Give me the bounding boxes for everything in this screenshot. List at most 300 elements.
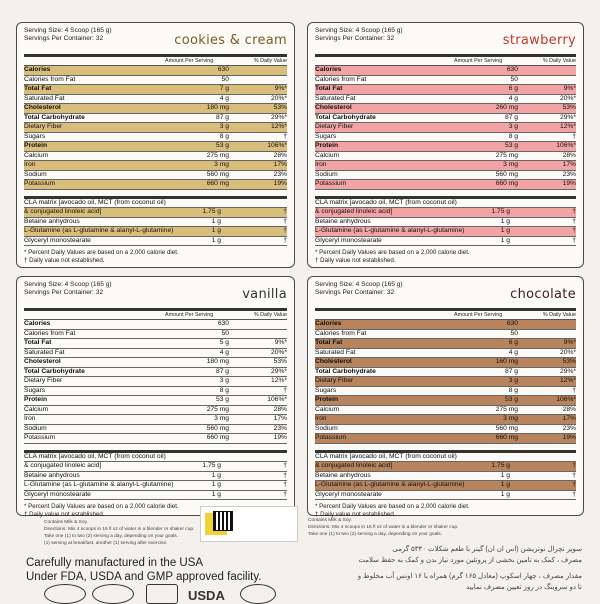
nutrient-row — [315, 406, 576, 416]
nutrient-amount: 630 — [506, 320, 518, 327]
nutrient-name: Sugars — [24, 132, 46, 140]
nutrient-name: Calcium — [24, 151, 49, 159]
nutrient-amount: 560 mg — [206, 170, 229, 178]
nutrient-amount: 3 mg — [214, 161, 229, 168]
nutrient-daily-value: 20%* — [560, 94, 576, 102]
nutrient-daily-value: 23% — [562, 424, 576, 432]
supplement-name: L-Glutamine (as L-glutamine & alanyl-L-glutamine) — [315, 481, 464, 488]
nutrient-name: Cholesterol — [24, 104, 61, 111]
cla-section — [24, 196, 287, 247]
nutrient-name: Calories — [24, 66, 51, 73]
supplement-name: & conjugated linoleic acid] — [24, 462, 102, 469]
persian-line-3: مقدار مصرف ، چهار اسکوپ (معادل ۱۶۵ گرم) همراه با ۱۶ اونس آب مخلوط و — [357, 573, 582, 580]
supplement-name: L-Glutamine (as L-glutamine & alanyl-L-glutamine) — [24, 481, 174, 488]
serving-size: Serving Size: 4 Scoop (165 g) — [315, 27, 403, 34]
nutrient-name: Protein — [24, 142, 48, 149]
supplement-row — [315, 227, 576, 237]
panel-chocolate — [307, 276, 584, 516]
footnote-not-established: † Daily value not established. — [24, 511, 105, 518]
nutrient-row — [315, 142, 576, 152]
serving-size: Serving Size: 4 Scoop (165 g) — [24, 281, 112, 288]
nutrient-amount: 4 g — [508, 94, 518, 102]
nutrient-name: Calories from Fat — [315, 75, 367, 83]
nutrient-name: Cholesterol — [315, 104, 352, 111]
nutrient-row — [24, 406, 287, 416]
nutrient-row — [315, 180, 576, 190]
seal-logo-2-icon — [92, 584, 134, 604]
nutrient-row — [315, 161, 576, 171]
supplement-daily-value: † — [283, 462, 287, 469]
nutrient-name: Saturated Fat — [24, 348, 65, 356]
nutrient-amount: 4 g — [219, 94, 229, 102]
nutrient-row — [24, 425, 287, 435]
nutrient-daily-value: 53% — [562, 104, 576, 111]
nutrient-daily-value: 29%* — [560, 113, 576, 121]
nutrient-amount: 8 g — [508, 386, 518, 394]
nutrient-row — [315, 349, 576, 359]
nutrient-daily-value: 29%* — [271, 113, 287, 121]
nutrient-amount: 3 mg — [503, 161, 518, 168]
supplement-row — [315, 218, 576, 228]
nutrient-name: Total Carbohydrate — [315, 367, 376, 375]
nutrient-daily-value: 19% — [562, 434, 576, 441]
amount-header: Amount Per Serving — [454, 312, 503, 318]
supplement-amount: 1 g — [500, 481, 510, 488]
nutrient-daily-value: 28% — [562, 405, 576, 413]
nutrient-amount: 8 g — [219, 132, 229, 140]
nutrient-amount: 87 g — [504, 367, 518, 375]
nutrient-name: Dietary Fiber — [315, 377, 354, 384]
amount-header: Amount Per Serving — [165, 58, 214, 64]
nutrient-amount: 160 mg — [495, 358, 518, 365]
panel-cookies-cream — [16, 22, 295, 268]
supplement-daily-value: † — [283, 481, 287, 488]
supplement-amount: 1 g — [500, 217, 510, 225]
nutrient-row — [24, 349, 287, 359]
daily-value-header: % Daily Value — [253, 58, 287, 64]
nutrient-daily-value: 28% — [273, 405, 287, 413]
nutrient-row — [24, 387, 287, 397]
nutrient-daily-value: 12%* — [560, 123, 576, 130]
nutrient-row — [24, 368, 287, 378]
nutrient-amount: 50 — [221, 329, 229, 337]
supplement-amount: 1 g — [211, 490, 221, 498]
nutrient-row — [315, 377, 576, 387]
supplement-amount: 1 g — [211, 471, 221, 479]
supplement-daily-value: † — [572, 471, 576, 479]
nutrient-amount: 4 g — [508, 348, 518, 356]
contains-right: Contains Milk & Soy. — [308, 518, 352, 523]
directions-left-2: Take one (1) to two (2) serving a day, depending on your goals. — [44, 534, 179, 539]
nutrient-row — [315, 425, 576, 435]
nutrient-daily-value: 12%* — [271, 123, 287, 130]
nutrient-daily-value: 9%* — [274, 85, 287, 92]
nutrient-row — [24, 330, 287, 340]
supplement-name: CLA matrix [avocado oil, MCT (from coconut oil) — [24, 198, 166, 206]
panel-vanilla — [16, 276, 295, 516]
supplement-daily-value: † — [572, 227, 576, 234]
supplement-row — [24, 218, 287, 228]
nutrient-amount: 560 mg — [495, 170, 518, 178]
supplement-daily-value: † — [283, 227, 287, 234]
footnotes — [315, 503, 576, 519]
nutrient-name: Protein — [24, 396, 48, 403]
nutrient-daily-value: 9%* — [563, 85, 576, 92]
panel-header — [24, 27, 287, 53]
nutrient-name: Protein — [315, 142, 339, 149]
qr-code-icon — [213, 511, 233, 531]
nutrient-daily-value: 53% — [562, 358, 576, 365]
nutrient-amount: 260 mg — [495, 104, 518, 111]
nutrient-daily-value: 17% — [273, 415, 287, 422]
nutrient-daily-value: 106%* — [556, 142, 576, 149]
supplement-daily-value: † — [283, 471, 287, 479]
nutrient-amount: 630 — [506, 66, 518, 73]
nutrient-row — [24, 95, 287, 105]
footnotes — [24, 249, 287, 265]
nutrient-name: Cholesterol — [315, 358, 352, 365]
nutrient-row — [315, 152, 576, 162]
nutrient-name: Sugars — [315, 132, 337, 140]
nutrient-amount: 275 mg — [206, 151, 229, 159]
nutrient-amount: 275 mg — [495, 405, 518, 413]
supplement-amount: 1.75 g — [202, 208, 221, 215]
servings-per-container: Servings Per Container: 32 — [24, 289, 104, 296]
nutrient-amount: 660 mg — [206, 434, 229, 441]
supplement-amount: 1 g — [211, 481, 221, 488]
supplement-row — [24, 208, 287, 218]
nutrient-name: Total Fat — [315, 85, 343, 92]
nutrient-daily-value: 19% — [273, 180, 287, 187]
supplement-name: Betaine anhydrous — [24, 217, 80, 225]
nutrient-amount: 180 mg — [206, 104, 229, 111]
nutrient-amount: 4 g — [219, 348, 229, 356]
nutrient-daily-value: 53% — [273, 104, 287, 111]
supplement-amount: 1 g — [211, 217, 221, 225]
nutrient-row — [315, 133, 576, 143]
nutrient-name: Dietary Fiber — [24, 123, 63, 130]
footnote-daily-values: * Percent Daily Values are based on a 2,000 calorie diet. — [24, 503, 179, 510]
footnotes — [315, 249, 576, 265]
nutrient-row — [315, 339, 576, 349]
nutrient-name: Saturated Fat — [24, 94, 65, 102]
nutrient-row — [24, 114, 287, 124]
nutrient-daily-value: 23% — [273, 170, 287, 178]
panel-header — [24, 281, 287, 307]
servings-per-container: Servings Per Container: 32 — [315, 35, 395, 42]
supplement-name: & conjugated linoleic acid] — [315, 208, 393, 215]
nutrient-row — [315, 396, 576, 406]
nutrient-amount: 660 mg — [206, 180, 229, 187]
nutrient-daily-value: 106%* — [267, 396, 287, 403]
nutrient-row — [24, 180, 287, 190]
nutrient-name: Total Fat — [315, 339, 343, 346]
nutrient-row — [24, 396, 287, 406]
nutrient-daily-value: 28% — [273, 151, 287, 159]
nutrient-amount: 3 g — [219, 123, 229, 130]
nutrient-row — [315, 95, 576, 105]
daily-value-header: % Daily Value — [253, 312, 287, 318]
supplement-amount: 1.75 g — [202, 462, 221, 469]
supplement-name: CLA matrix [avocado oil, MCT (from coconut oil) — [315, 452, 457, 460]
nutrient-daily-value: 23% — [562, 170, 576, 178]
nutrient-amount: 6 g — [508, 85, 518, 92]
cla-section — [315, 450, 576, 501]
nutrient-name: Sodium — [24, 424, 47, 432]
nutrient-amount: 3 mg — [503, 415, 518, 422]
nutrient-daily-value: 9%* — [563, 339, 576, 346]
fda-logo-icon — [146, 584, 178, 604]
footnote-not-established: † Daily value not established. — [315, 511, 396, 518]
nutrient-row — [315, 320, 576, 330]
nutrient-amount: 5 g — [219, 339, 229, 346]
care-line-2: Under FDA, USDA and GMP approved facility. — [26, 571, 262, 583]
nutrient-name: Sodium — [315, 170, 338, 178]
supplement-row — [24, 481, 287, 491]
nutrient-name: Iron — [315, 415, 327, 422]
nutrient-name: Dietary Fiber — [24, 377, 63, 384]
directions-left: Directions: Mix 4 scoops in 16 fl oz of water in a blender or shaker cup. — [44, 527, 195, 532]
nutrient-daily-value: 29%* — [560, 367, 576, 375]
persian-line-2: مصرف ، کمک به تامین بخشی از پروتئین مورد نیاز بدن و کمک به حفظ سلامت — [358, 557, 582, 564]
nutrient-amount: 53 g — [215, 396, 229, 403]
serving-size: Serving Size: 4 Scoop (165 g) — [24, 27, 112, 34]
supplement-name: Glyceryl monostearate — [315, 236, 382, 244]
nutrient-row — [315, 387, 576, 397]
nutrient-amount: 87 g — [215, 367, 229, 375]
supplement-daily-value: † — [283, 236, 287, 244]
supplement-row — [24, 237, 287, 247]
nutrient-daily-value: 12%* — [271, 377, 287, 384]
nutrient-daily-value: 12%* — [560, 377, 576, 384]
nutrient-amount: 3 mg — [214, 415, 229, 422]
nutrient-amount: 275 mg — [495, 151, 518, 159]
nutrient-name: Total Fat — [24, 339, 52, 346]
supplement-row — [315, 237, 576, 247]
nutrient-daily-value: 9%* — [274, 339, 287, 346]
nutrient-row — [24, 434, 287, 444]
nutrient-name: Total Fat — [24, 85, 52, 92]
panel-header — [315, 27, 576, 53]
supplement-row — [24, 491, 287, 501]
supplement-name: Betaine anhydrous — [315, 217, 371, 225]
usda-logo: USDA — [188, 588, 225, 603]
footnote-daily-values: * Percent Daily Values are based on a 2,000 calorie diet. — [315, 503, 470, 510]
nutrient-row — [24, 161, 287, 171]
supplement-amount: 1 g — [500, 227, 510, 234]
nutrient-row — [315, 415, 576, 425]
flavor-name: strawberry — [502, 33, 576, 48]
supplement-name: Glyceryl monostearate — [315, 490, 382, 498]
nutrient-amount: 87 g — [504, 113, 518, 121]
supplement-daily-value: † — [572, 490, 576, 498]
supplement-name: Betaine anhydrous — [315, 471, 371, 479]
nutrient-name: Protein — [315, 396, 339, 403]
supplement-row — [315, 462, 576, 472]
nutrient-name: Calories — [315, 66, 342, 73]
nutrient-amount: 8 g — [508, 132, 518, 140]
nutrient-name: Potassium — [24, 434, 56, 441]
nutrient-amount: 53 g — [504, 142, 518, 149]
supplement-row — [24, 453, 287, 463]
flavor-name: vanilla — [242, 287, 287, 302]
nutrient-daily-value: † — [283, 386, 287, 394]
supplement-name: L-Glutamine (as L-glutamine & alanyl-L-glutamine) — [24, 227, 174, 234]
supplement-row — [315, 472, 576, 482]
nutrient-daily-value: 19% — [562, 180, 576, 187]
supplement-name: & conjugated linoleic acid] — [315, 462, 393, 469]
nutrient-row — [24, 320, 287, 330]
supplement-amount: 1 g — [500, 236, 510, 244]
supplement-name: Glyceryl monostearate — [24, 236, 91, 244]
cla-section — [24, 450, 287, 501]
supplement-row — [315, 208, 576, 218]
nutrient-amount: 3 g — [508, 123, 518, 130]
supplement-row — [24, 472, 287, 482]
nutrient-amount: 560 mg — [206, 424, 229, 432]
footnote-not-established: † Daily value not established. — [315, 257, 396, 264]
nutrient-name: Iron — [315, 161, 327, 168]
nutrient-row — [315, 76, 576, 86]
persian-line-4: تا دو سروینگ در روز تعیین مصرف نمایید — [466, 584, 582, 591]
nutrient-row — [24, 339, 287, 349]
servings-per-container: Servings Per Container: 32 — [24, 35, 104, 42]
nutrient-amount: 87 g — [215, 113, 229, 121]
nutrient-amount: 53 g — [215, 142, 229, 149]
nutrient-row — [24, 66, 287, 76]
nutrient-name: Saturated Fat — [315, 94, 356, 102]
nutrient-name: Total Carbohydrate — [315, 113, 376, 121]
nutrient-daily-value: 106%* — [556, 396, 576, 403]
nutrient-amount: 50 — [221, 75, 229, 83]
nutrient-row — [24, 123, 287, 133]
nutrient-daily-value: 17% — [273, 161, 287, 168]
nutrient-name: Calcium — [315, 151, 340, 159]
supplement-daily-value: † — [572, 462, 576, 469]
nutrient-amount: 50 — [510, 75, 518, 83]
cla-section — [315, 196, 576, 247]
nutrient-name: Calcium — [315, 405, 340, 413]
supplement-daily-value: † — [572, 481, 576, 488]
nutrient-amount: 7 g — [219, 85, 229, 92]
nutrient-amount: 8 g — [219, 386, 229, 394]
nutrient-amount: 53 g — [504, 396, 518, 403]
care-line-1: Carefully manufactured in the USA — [26, 557, 204, 569]
supplement-name: L-Glutamine (as L-glutamine & alanyl-L-glutamine) — [315, 227, 464, 234]
nutrient-amount: 180 mg — [206, 358, 229, 365]
supplement-daily-value: † — [572, 236, 576, 244]
nutrient-row — [315, 66, 576, 76]
nutrient-name: Cholesterol — [24, 358, 61, 365]
manufacturing-statement — [26, 556, 261, 584]
supplement-daily-value: † — [572, 208, 576, 215]
nutrient-amount: 3 g — [219, 377, 229, 384]
directions-right-2: Take one (1) to two (2) serving a day, depending on your goals. — [308, 532, 443, 537]
flavor-name: cookies & cream — [174, 33, 287, 48]
nutrient-name: Potassium — [315, 434, 347, 441]
directions-right: Directions: Mix 4 scoops in 16 fl oz of water in a blender or shaker cup. — [308, 525, 459, 530]
nutrient-daily-value: 53% — [273, 358, 287, 365]
nutrient-name: Calories from Fat — [24, 329, 76, 337]
column-header — [315, 57, 576, 66]
nutrient-row — [24, 142, 287, 152]
nutrient-amount: 630 — [217, 66, 229, 73]
supplement-amount: 1 g — [500, 471, 510, 479]
directions-left-3: (1) serving at breakfast, another (1) serving after exercise. — [44, 541, 168, 546]
persian-line-1: سوپر نچرال نوتریشن (اس ان ان) گینر با طعم شکلات ۵۳۴۰ گرمی — [392, 546, 582, 553]
nutrient-name: Calories from Fat — [315, 329, 367, 337]
column-header — [24, 57, 287, 66]
nutrient-daily-value: † — [283, 132, 287, 140]
nutrient-daily-value: 20%* — [271, 348, 287, 356]
nutrient-amount: 3 g — [508, 377, 518, 384]
nutrient-daily-value: 20%* — [560, 348, 576, 356]
nutrient-row — [315, 330, 576, 340]
gmp-seal-icon — [240, 584, 276, 604]
supplement-row — [24, 227, 287, 237]
nutrient-amount: 275 mg — [206, 405, 229, 413]
supplement-name: Glyceryl monostearate — [24, 490, 91, 498]
nutrient-row — [315, 434, 576, 444]
nutrient-name: Sugars — [24, 386, 46, 394]
nutrient-row — [24, 377, 287, 387]
amount-header: Amount Per Serving — [165, 312, 214, 318]
nutrient-daily-value: 23% — [273, 424, 287, 432]
supplement-amount: 1.75 g — [491, 208, 510, 215]
nutrient-row — [315, 358, 576, 368]
nutrient-daily-value: † — [572, 386, 576, 394]
nutrient-daily-value: † — [572, 132, 576, 140]
nutrient-row — [24, 104, 287, 114]
nutrient-daily-value: 19% — [273, 434, 287, 441]
nutrient-row — [24, 152, 287, 162]
column-header — [315, 311, 576, 320]
nutrient-row — [315, 171, 576, 181]
nutrient-daily-value: 106%* — [267, 142, 287, 149]
supplement-name: CLA matrix [avocado oil, MCT (from coconut oil) — [315, 198, 457, 206]
nutrient-name: Dietary Fiber — [315, 123, 354, 130]
daily-value-header: % Daily Value — [542, 58, 576, 64]
nutrient-name: Potassium — [315, 180, 347, 187]
nutrient-name: Total Carbohydrate — [24, 367, 85, 375]
supplement-daily-value: † — [283, 490, 287, 498]
nutrient-row — [24, 133, 287, 143]
supplement-row — [24, 462, 287, 472]
contains-left: Contains Milk & Soy. — [44, 520, 88, 525]
nutrient-name: Calcium — [24, 405, 49, 413]
servings-per-container: Servings Per Container: 32 — [315, 289, 395, 296]
supplement-amount: 1 g — [500, 490, 510, 498]
nutrient-row — [315, 85, 576, 95]
supplement-amount: 1 g — [211, 227, 221, 234]
nutrient-row — [315, 104, 576, 114]
footnote-daily-values: * Percent Daily Values are based on a 2,000 calorie diet. — [24, 249, 179, 256]
nutrient-daily-value: 28% — [562, 151, 576, 159]
panel-header — [315, 281, 576, 307]
nutrient-name: Calories from Fat — [24, 75, 76, 83]
nutrient-amount: 560 mg — [495, 424, 518, 432]
supplement-daily-value: † — [283, 217, 287, 225]
supplement-daily-value: † — [572, 217, 576, 225]
nutrient-name: Potassium — [24, 180, 56, 187]
nutrient-daily-value: 17% — [562, 415, 576, 422]
panel-strawberry — [307, 22, 584, 268]
nutrient-name: Total Carbohydrate — [24, 113, 85, 121]
nutrient-name: Sodium — [24, 170, 47, 178]
flavor-name: chocolate — [510, 287, 576, 302]
nutrient-amount: 660 mg — [495, 434, 518, 441]
supplement-name: Betaine anhydrous — [24, 471, 80, 479]
